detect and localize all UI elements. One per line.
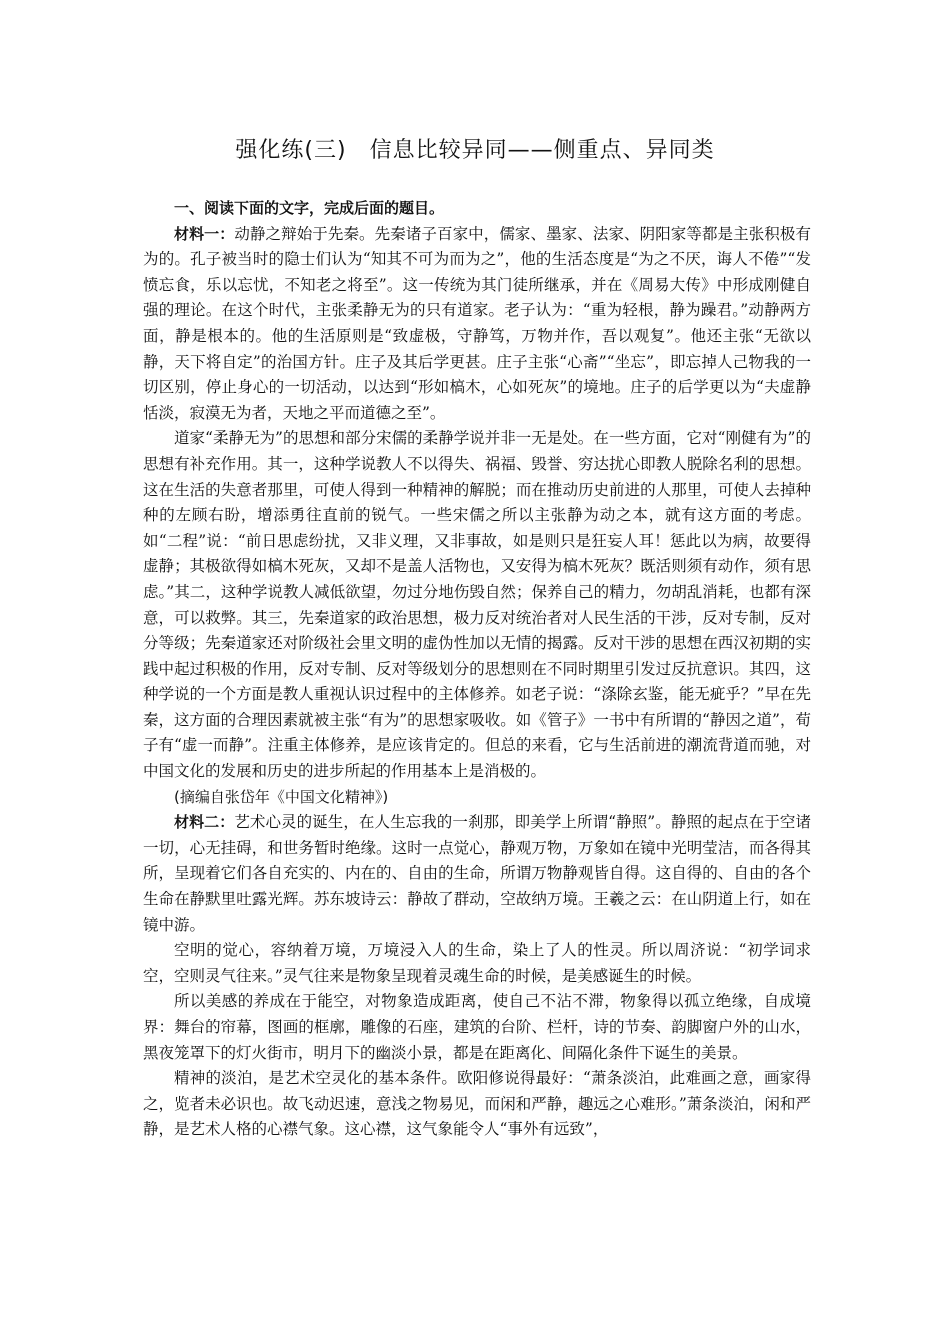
material1-source [143, 785, 811, 811]
document-body [143, 196, 811, 1143]
section-heading-text: 一、阅读下面的文字，完成后面的题目。 [174, 199, 445, 217]
material2-label: 材料二： [174, 813, 235, 832]
material1-paragraph-1-text: 动静之辩始于先秦。先秦诸子百家中，儒家、墨家、法家、阴阳家等都是主张积极有为的。孔子被当时的隐士们认为“知其不可为而为之”，他的生活态度是“为之不厌，诲人不倦”“发愤忘食，乐以忘忧，不知老之将至”。这一传统为其门徒所继承，并在《周易大传》中形成刚健自强的理论。在这个时代，主张柔静无为的只有道家。老子认为：“重为轻根，静为躁君。”动静两方面，静是根本的。他的生活原则是“致虚极，守静笃，万物并作，吾以观复”。他还主张“无欲以静，天下将自定”的治国方针。庄子及其后学更甚。庄子主张“心斋”“坐忘”，即忘掉人己物我的一切区别，停止身心的一切活动，以达到“形如槁木，心如死灰”的境地。庄子的后学更以为“夫虚静恬淡，寂漠无为者，天地之平而道德之至”。 [143, 224, 811, 422]
material1-source-text: (摘编自张岱年《中国文化精神》) [174, 787, 389, 806]
page-title: 强化练(三) 信息比较异同——侧重点、异同类 [235, 138, 715, 163]
material2-paragraph-1 [143, 810, 811, 938]
material1-paragraph-2: 道家“柔静无为”的思想和部分宋儒的柔静学说并非一无是处。在一些方面，它对“刚健有为”的思想有补充作用。其一，这种学说教人不以得失、祸福、毁誉、穷达扰心即教人脱除名利的思想。这在生活的失意者那里，可使人得到一种精神的解脱；而在推动历史前进的人那里，可使人去掉种种的左顾右盼，增添勇往直前的锐气。一些宋儒之所以主张静为动之本，就有这方面的考虑。如“二程”说：“前日思虑纷扰，又非义理，又非事故，如是则只是狂妄人耳！惩此以为病，故要得虚静；其极欲得如槁木死灰，又却不是盖人活物也，又安得为槁木死灰？既活则须有动作，须有思虑。”其二，这种学说教人减低欲望，勿过分地伤毁自然；保养自己的精力，勿胡乱消耗，也都有深意，可以救弊。其三，先秦道家的政治思想，极力反对统治者对人民生活的干涉，反对专制，反对分等级；先秦道家还对阶级社会里文明的虚伪性加以无情的揭露。反对干涉的思想在西汉初期的实践中起过积极的作用，反对专制、反对等级划分的思想则在不同时期里引发过反抗意识。其四，这种学说的一个方面是教人重视认识过程中的主体修养。如老子说：“涤除玄鉴，能无疵乎？”早在先秦，这方面的合理因素就被主张“有为”的思想家吸收。如《管子》一书中有所谓的“静因之道”，荀子有“虚一而静”。注重主体修养，是应该肯定的。但总的来看，它与生活前进的潮流背道而驰，对中国文化的发展和历史的进步所起的作用基本上是消极的。 [143, 429, 811, 781]
material1-label: 材料一： [174, 224, 235, 243]
section-heading [143, 196, 811, 222]
material2-paragraph-3: 所以美感的养成在于能空，对物象造成距离，使自己不沾不滞，物象得以孤立绝缘，自成境界：舞台的帘幕，图画的框廓，雕像的石座，建筑的台阶、栏杆，诗的节奏、韵脚窗户外的山水，黑夜笼罩下的灯火街市，明月下的幽淡小景，都是在距离化、间隔化条件下诞生的美景。 [143, 992, 811, 1062]
material2-paragraph-2: 空明的觉心，容纳着万境，万境浸入人的生命，染上了人的性灵。所以周济说：“初学词求空，空则灵气往来。”灵气往来是物象呈现着灵魂生命的时候，是美感诞生的时候。 [143, 941, 811, 985]
material2-paragraph-4: 精神的淡泊，是艺术空灵化的基本条件。欧阳修说得最好：“萧条淡泊，此难画之意，画家得之，览者未必识也。故飞动迟速，意浅之物易见，而闲和严静，趣远之心难形。”萧条淡泊，闲和严静，是艺术人格的心襟气象。这心襟，这气象能令人“事外有远致”， [143, 1069, 811, 1139]
material2-paragraph-1-text: 艺术心灵的诞生，在人生忘我的一刹那，即美学上所谓“静照”。静照的起点在于空诸一切，心无挂碍，和世务暂时绝缘。这时一点觉心，静观万物，万象如在镜中光明莹洁，而各得其所，呈现着它们各自充实的、内在的、自由的生命，所谓万物静观皆自得。这自得的、自由的各个生命在静默里吐露光辉。苏东坡诗云：静故了群动，空故纳万境。王羲之云：在山阴道上行，如在镜中游。 [143, 813, 811, 934]
material1-paragraph-1 [143, 222, 811, 427]
